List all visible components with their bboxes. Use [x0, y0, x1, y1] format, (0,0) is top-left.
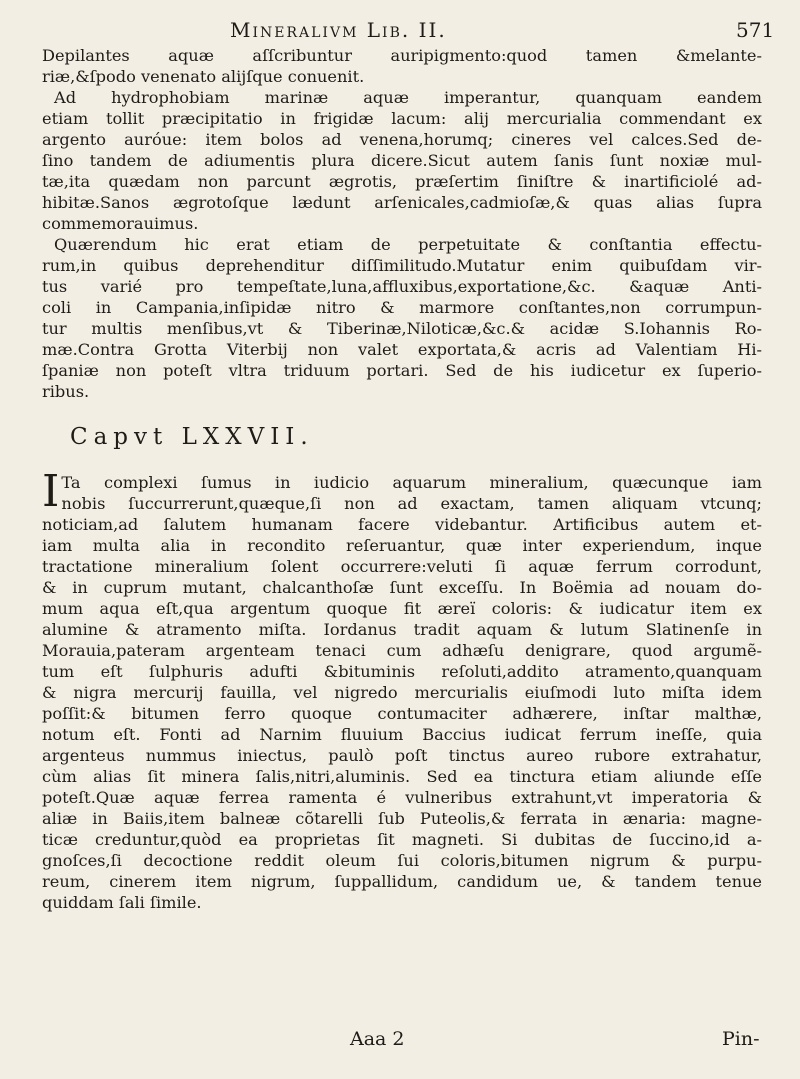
text-line: rum,in quibus deprehenditur diſſimilitudo.Mutatur enim quibuſdam vir- [42, 256, 762, 275]
paragraph-ita-complexi [42, 466, 762, 913]
text-line: reum, cinerem item nigrum, ſuppallidum, candidum ue, & tandem tenue [42, 872, 762, 891]
text-line: tæ,ita quædam non parcunt ægrotis, præſertim ſiniſtre & inartificiolé ad- [42, 172, 762, 191]
text-line: & in cuprum mutant, chalcanthoſæ ſunt exceſſu. In Boëmia ad nouam do- [42, 578, 762, 597]
text-line: mum aqua eſt,qua argentum quoque fit æreï coloris: & iudicatur item ex [42, 599, 762, 618]
text-line: Quærendum hic erat etiam de perpetuitate & conſtantia effectu- [54, 235, 762, 254]
text-line: commemorauimus. [42, 214, 199, 233]
signature-mark: Aaa 2 [350, 1028, 405, 1050]
text-line: argenteus nummus iniectus, paulò poſt tinctus aureo rubore extrahatur, [42, 746, 762, 765]
page-footer [0, 1028, 800, 1060]
paragraph-hydrophobiam [42, 87, 762, 234]
body-text [42, 45, 762, 913]
text-line: argento auróue: item bolos ad venena,horumq; cineres vel calces.Sed de- [42, 130, 762, 149]
text-line: tractatione mineralium ſolent occurrere:veluti ſi aquæ ferrum corrodunt, [42, 557, 762, 576]
paragraph-depilantes [42, 45, 762, 87]
running-head [0, 14, 800, 44]
text-line: tus varié pro tempeſtate,luna,affluxibus,exportatione,&c. &aquæ Anti- [42, 277, 762, 296]
paragraph-quaerendum [42, 234, 762, 402]
text-line: hibitæ.Sanos ægrotoſque lædunt arſenicales,cadmioſæ,& quas alias ſupra [42, 193, 762, 212]
chapter-heading: Capvt LXXVII. [70, 424, 314, 450]
text-line: mæ.Contra Grotta Viterbij non valet exportata,& acris ad Valentiam Hi- [42, 340, 762, 359]
text-line: noticiam,ad ſalutem humanam facere videbantur. Artificibus autem et- [42, 515, 762, 534]
text-line: poſſit:& bitumen ferro quoque contumaciter adhærere, inſtar malthæ, [42, 704, 762, 723]
text-line: cùm alias ſit minera ſalis,nitri,aluminis. Sed ea tinctura etiam aliunde eſſe [42, 767, 762, 786]
text-line: tum eſt ſulphuris adufti &bituminis reſoluti,addito atramento,quanquam [42, 662, 762, 681]
text-line: Morauia,pateram argenteam tenaci cum adhæſu denigrare, quod argumẽ- [42, 641, 762, 660]
text-line: Ta complexi ſumus in iudicio aquarum mineralium, quæcunque iam [61, 473, 762, 492]
page-number: 571 [736, 18, 775, 42]
text-line: poteſt.Quæ aquæ ferrea ramenta é vulneribus extrahunt,vt imperatoria & [42, 788, 762, 807]
text-line: ſpaniæ non poteſt vltra triduum portari. Sed de his iudicetur ex ſuperio- [42, 361, 762, 380]
text-line: alumine & atramento miſta. Iordanus tradit aquam & lutum Slatinenſe in [42, 620, 762, 639]
text-line: aliæ in Baiis,item balneæ cõtarelli ſub Puteolis,& ferrata in ænaria: magne- [42, 809, 762, 828]
text-line: quiddam ſali ſimile. [42, 893, 202, 912]
text-line: & nigra mercurij fauilla, vel nigredo mercurialis eiuſmodi luto miſta idem [42, 683, 762, 702]
text-line: nobis ſuccurrerunt,quæque,ſi non ad exactam, tamen aliquam vtcunq; [61, 494, 762, 513]
text-line: tur multis menſibus,vt & Tiberinæ,Niloticæ,&c.& acidæ S.Iohannis Ro- [42, 319, 762, 338]
text-line: gnoſces,ſi decoctione reddit oleum ſui coloris,bitumen nigrum & purpu- [42, 851, 762, 870]
text-line: ticæ creduntur,quòd ea proprietas ſit magneti. Si dubitas de ſuccino,id a- [42, 830, 762, 849]
running-title: Mineralivm Lib. II. [230, 18, 447, 42]
text-line: iam multa alia in recondito reſeruantur, quæ inter experiendum, inque [42, 536, 762, 555]
text-line: ſino tandem de adiumentis plura dicere.Sicut autem ſanis ſunt noxiæ mul- [42, 151, 762, 170]
text-line: coli in Campania,inſipidæ nitro & marmore conſtantes,non corrumpun- [42, 298, 762, 317]
text-line: ribus. [42, 382, 90, 401]
text-line: notum eſt. Fonti ad Narnim fluuium Baccius iudicat ferrum ineſſe, quia [42, 725, 762, 744]
text-line: etiam tollit præcipitatio in frigidæ lacum: alij mercurialia commendant ex [42, 109, 762, 128]
text-line: Depilantes aquæ aſſcribuntur auripigmento:quod tamen &melante- [42, 46, 762, 65]
initial-letter: I [42, 466, 60, 517]
text-line: Ad hydrophobiam marinæ aquæ imperantur, quanquam eandem [54, 88, 762, 107]
catchword: Pin- [722, 1028, 760, 1050]
text-line: riæ,&ſpodo venenato alijſque conuenit. [42, 67, 365, 86]
